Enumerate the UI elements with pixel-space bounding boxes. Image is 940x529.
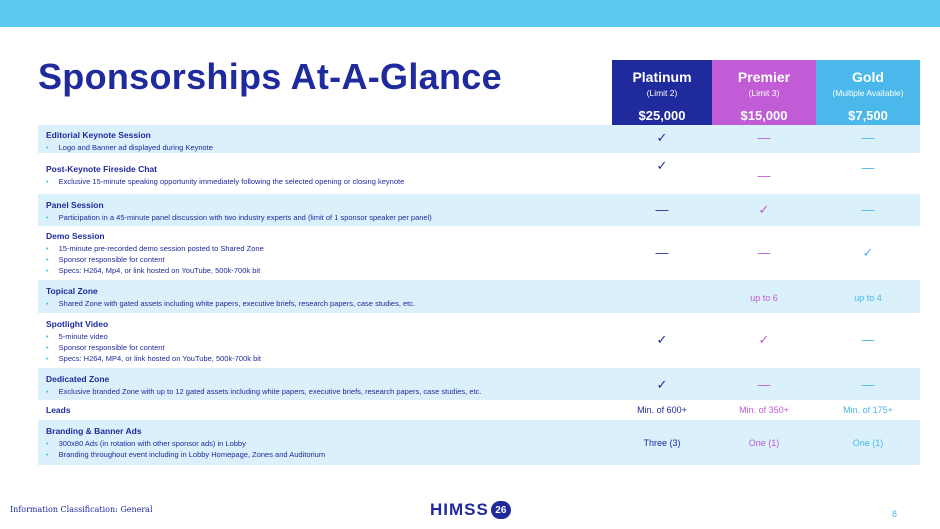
row-title: Topical Zone [46,286,98,296]
table-row-editorial-keynote [38,125,920,153]
row-bullet: • Logo and Banner ad displayed during Keynote [46,143,213,152]
tier-name: Platinum [632,69,692,85]
tier-price: $25,000 [638,108,686,123]
tier-price: $15,000 [740,108,788,123]
cell-platinum: ✓ [656,130,668,145]
row-title: Panel Session [46,200,104,210]
table-row-demo-session [38,226,920,280]
row-title: Post-Keynote Fireside Chat [46,164,157,174]
table-row-leads [38,400,920,420]
cell-gold: — [861,130,875,145]
cell-premier: up to 6 [750,293,778,303]
information-classification: Information Classification: General [10,505,153,514]
table-row-branding-banner-ads [38,420,920,465]
tier-limit: (Limit 2) [646,88,678,98]
row-bullet: • Sponsor responsible for content [46,343,165,352]
logo-text: HIMSS [430,500,489,519]
tier-price: $7,500 [848,108,888,123]
cell-platinum: — [655,245,669,260]
page-title: Sponsorships At-A-Glance [38,56,502,97]
tier-name: Premier [737,69,791,85]
himss-logo [430,499,511,521]
cell-premier: — [757,245,771,260]
row-bullet: • 15-minute pre-recorded demo session posted to Shared Zone [46,244,264,253]
cell-gold: — [861,332,875,347]
row-bullet: • Specs: H264, MP4, or link hosted on YouTube, 500k-700k bit [46,354,261,363]
table-row-fireside-chat [38,153,920,194]
row-bullet: • Exclusive 15-minute speaking opportunity immediately following the selected opening or closing keynote [46,177,405,186]
table-row-topical-zone [38,280,920,313]
row-title: Branding & Banner Ads [46,426,142,436]
cell-platinum: ✓ [656,332,668,347]
table-row-spotlight-video [38,313,920,368]
cell-gold: Min. of 175+ [843,405,893,415]
tier-name: Gold [852,69,884,85]
cell-premier: — [757,377,771,392]
cell-gold: up to 4 [854,293,882,303]
cell-premier: — [757,130,771,145]
cell-platinum: Three (3) [643,438,681,448]
row-bullet: • Participation in a 45-minute panel discussion with two industry experts and (limit of 1 sponsor speaker per panel) [46,213,432,222]
page-number: 8 [892,509,898,519]
column-header-gold [816,60,920,125]
top-accent-bar [0,0,940,27]
row-bullet: • Specs: H264, Mp4, or link hosted on YouTube, 500k-700k bit [46,266,261,275]
row-title: Demo Session [46,231,105,241]
cell-gold: ✓ [862,245,874,260]
row-title: Dedicated Zone [46,374,110,384]
cell-gold: One (1) [852,438,884,448]
tier-limit: (Multiple Available) [832,88,904,98]
cell-platinum: — [655,202,669,217]
cell-platinum: ✓ [656,377,668,392]
table-row-panel-session [38,194,920,226]
cell-premier: ✓ [758,202,770,217]
row-bullet: • Sponsor responsible for content [46,255,165,264]
column-header-platinum [612,60,712,125]
row-bullet: • 5-minute video [46,332,108,341]
cell-gold: — [861,160,875,175]
row-title: Leads [46,405,71,415]
row-bullet: • 300x80 Ads (in rotation with other sponsor ads) in Lobby [46,439,246,448]
cell-platinum: Min. of 600+ [637,405,687,415]
cell-premier: One (1) [748,438,780,448]
row-bullet: • Shared Zone with gated assets including white papers, executive briefs, research papers, case studies, etc. [46,299,416,308]
column-header-premier [712,60,816,125]
row-title: Editorial Keynote Session [46,130,151,140]
row-bullet: • Branding throughout event including in Lobby Homepage, Zones and Auditorium [46,450,326,459]
logo-badge: 26 [491,501,511,519]
cell-premier: Min. of 350+ [739,405,789,415]
row-title: Spotlight Video [46,319,109,329]
cell-premier: ✓ [758,332,770,347]
cell-premier: — [757,168,771,183]
cell-gold: — [861,202,875,217]
tier-limit: (Limit 3) [748,88,780,98]
row-bullet: • Exclusive branded Zone with up to 12 gated assets including white papers, executive briefs, research papers, case studies, etc. [46,387,482,396]
table-row-dedicated-zone [38,368,920,400]
cell-gold: — [861,377,875,392]
cell-platinum: ✓ [656,158,668,173]
